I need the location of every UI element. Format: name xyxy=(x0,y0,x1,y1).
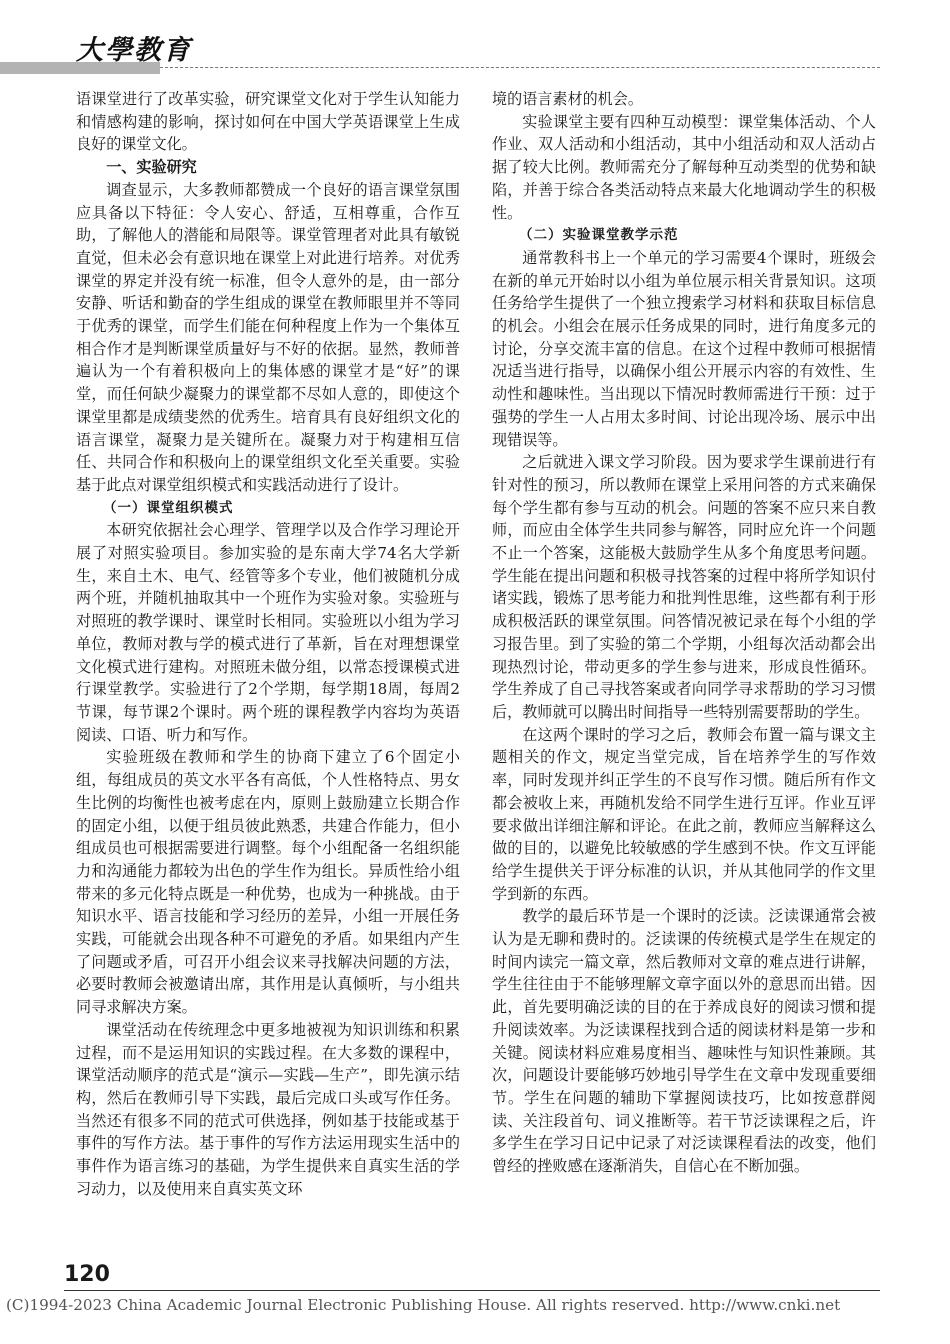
section-heading: 一、实验研究 xyxy=(106,158,197,177)
header-rule xyxy=(160,67,880,68)
paragraph: 课堂活动在传统理念中更多地被视为知识训练和积累过程，而不是运用知识的实践过程。在大多数的课程中，课堂活动顺序的范式是“演示—实践—生产”，即先演示结构，然后在教师引导下实践，最后完成口头或写作任务。当然还有很多不同的范式可供选择，例如基于技能或基于事件的写作方法。基于事件的写作方法运用现实生活中的事件作为语言练习的基础，为学生提供来自真实生活的学习动力，以及使用来自真实英文环 xyxy=(76,1020,460,1198)
paragraph: 实验班级在教师和学生的协商下建立了6个固定小组，每组成员的英文水平各有高低，个人性格特点、男女生比例的均衡性也被考虑在内，原则上鼓励建立长期合作的固定小组，以便于组员彼此熟悉，共建合作能力，但小组成员也可根据需要进行调整。每个小组配备一名组织能力和沟通能力都较为出色的学生作为组长。异质性给小组带来的多元化特点既是一种优势，也成为一种挑战。由于知识水平、语言技能和学习经历的差异，小组一开展任务实践，可能就会出现各种不可避免的矛盾。如果组内产生了问题或矛盾，可召开小组会议来寻找解决问题的方法，必要时教师会被邀请出席，其作用是认真倾听，与小组共同寻求解决方案。 xyxy=(76,748,460,1017)
page-number: 120 xyxy=(64,1262,110,1287)
paragraph: 通常教科书上一个单元的学习需要4个课时，班级会在新的单元开始时以小组为单位展示相关背景知识。这项任务给学生提供了一个独立搜索学习材料和获取目标信息的机会。小组会在展示任务成果的同时，进行角度多元的讨论，分享交流丰富的信息。在这个过程中教师可根据情况适当进行指导，以确保小组公开展示内容的有效性、生动性和趣味性。当出现以下情况时教师需进行干预：过于强势的学生一人占用太多时间、讨论出现冷场、展示中出现错误等。 xyxy=(492,248,876,449)
right-column xyxy=(492,88,876,1178)
paragraph: 语课堂进行了改革实验，研究课堂文化对于学生认知能力和情感构建的影响，探讨如何在中国大学英语课堂上生成良好的课堂文化。 xyxy=(76,90,460,154)
paragraph: 在这两个课时的学习之后，教师会布置一篇与课文主题相关的作文，规定当堂完成，旨在培养学生的写作效率，同时发现并纠正学生的不良写作习惯。随后所有作文都会被收上来，再随机发给不同学生进行互评。作业互评要求做出详细注解和评论。在此之前，教师应当解释这么做的目的，以避免比较敏感的学生感到不快。作文互评能给学生提供关于评分标准的认识，并从其他同学的作文里学到新的东西。 xyxy=(492,725,876,903)
paragraph: 之后就进入课文学习阶段。因为要求学生课前进行有针对性的预习，所以教师在课堂上采用问答的方式来确保每个学生都有参与互动的机会。问题的答案不应只来自教师，而应由全体学生共同参与解答，同时应允许一个问题不止一个答案，这能极大鼓励学生从多个角度思考问题。学生能在提出问题和积极寻找答案的过程中将所学知识付诸实践，锻炼了思考能力和批判性思维，这些都有利于形成积极活跃的课堂氛围。问答情况被记录在每个小组的学习报告里。到了实验的第二个学期，小组每次活动都会出现热烈讨论，带动更多的学生参与进来，形成良性循环。学生养成了自己寻找答案或者向同学寻求帮助的学习习惯后，教师就可以腾出时间指导一些特别需要帮助的学生。 xyxy=(492,453,876,721)
paragraph: 教学的最后环节是一个课时的泛读。泛读课通常会被认为是无聊和费时的。泛读课的传统模式是学生在规定的时间内读完一篇文章，然后教师对文章的难点进行讲解，学生往往由于不能够理解文章字面以外的意思而出错。因此，首先要明确泛读的目的在于养成良好的阅读习惯和提升阅读效率。为泛读课程找到合适的阅读材料是第一步和关键。阅读材料应难易度相当、趣味性与知识性兼顾。其次，问题设计要能够巧妙地引导学生在文章中发现重要细节。学生在问题的辅助下掌握阅读技巧，比如按意群阅读、关注段首句、词义推断等。若干节泛读课程之后，许多学生在学习日记中记录了对泛读课程看法的改变，他们曾经的挫败感在逐渐消失，自信心在不断加强。 xyxy=(492,907,876,1176)
paragraph: 调查显示，大多教师都赞成一个良好的语言课堂氛围应具备以下特征：令人安心、舒适，互相尊重，合作互助，了解他人的潜能和局限等。课堂管理者对此具有敏锐直觉，但未必会有意识地在课堂上对此进行培养。对优秀课堂的界定并没有统一标准，但令人意外的是，由一部分安静、听话和勤奋的学生组成的课堂在教师眼里并不等同于优秀的课堂，而学生们能在何种程度上作为一个集体互相合作才是判断课堂质量好与不好的依据。显然，教师普遍认为一个有着积极向上的集体感的课堂才是“好”的课堂，而任何缺少凝聚力的课堂都不尽如人意的，即使这个课堂里都是成绩斐然的优秀生。培育具有良好组织文化的语言课堂，凝聚力是关键所在。凝聚力对于构建相互信任、共同合作和积极向上的课堂组织文化至关重要。实验基于此点对课堂组织模式和实践活动进行了设计。 xyxy=(76,180,460,494)
journal-title: 大學教育 xyxy=(76,35,192,66)
subsection-heading: （一）课堂组织模式 xyxy=(103,499,234,516)
footer-rule xyxy=(64,1290,880,1291)
paragraph: 本研究依据社会心理学、管理学以及合作学习理论开展了对照实验项目。参加实验的是东南大学74名大学新生，来自土木、电气、经管等多个专业，他们被随机分成两个班，并随机抽取其中一个班作为实验对象。实验班与对照班的教学课时、课堂时长相同。实验班以小组为学习单位，教师对教与学的模式进行了革新，旨在对理想课堂文化模式进行建构。对照班未做分组，以常态授课模式进行课堂教学。实验进行了2个学期，每学期18周，每周2节课，每节课2个课时。两个班的课程教学内容均为英语阅读、口语、听力和写作。 xyxy=(76,521,460,744)
paragraph: 实验课堂主要有四种互动模型：课堂集体活动、个人作业、双人活动和小组活动，其中小组活动和双人活动占据了较大比例。教师需充分了解每种互动类型的优势和缺陷，并善于综合各类活动特点来最大化地调动学生的积极性。 xyxy=(492,112,876,222)
copyright-notice: (C)1994-2023 China Academic Journal Electronic Publishing House. All rights reserved. http://www.cnki.net xyxy=(6,1296,841,1314)
left-column xyxy=(76,88,460,1200)
paragraph: 境的语言素材的机会。 xyxy=(492,90,643,108)
subsection-heading: （二）实验课堂教学示范 xyxy=(519,227,679,244)
